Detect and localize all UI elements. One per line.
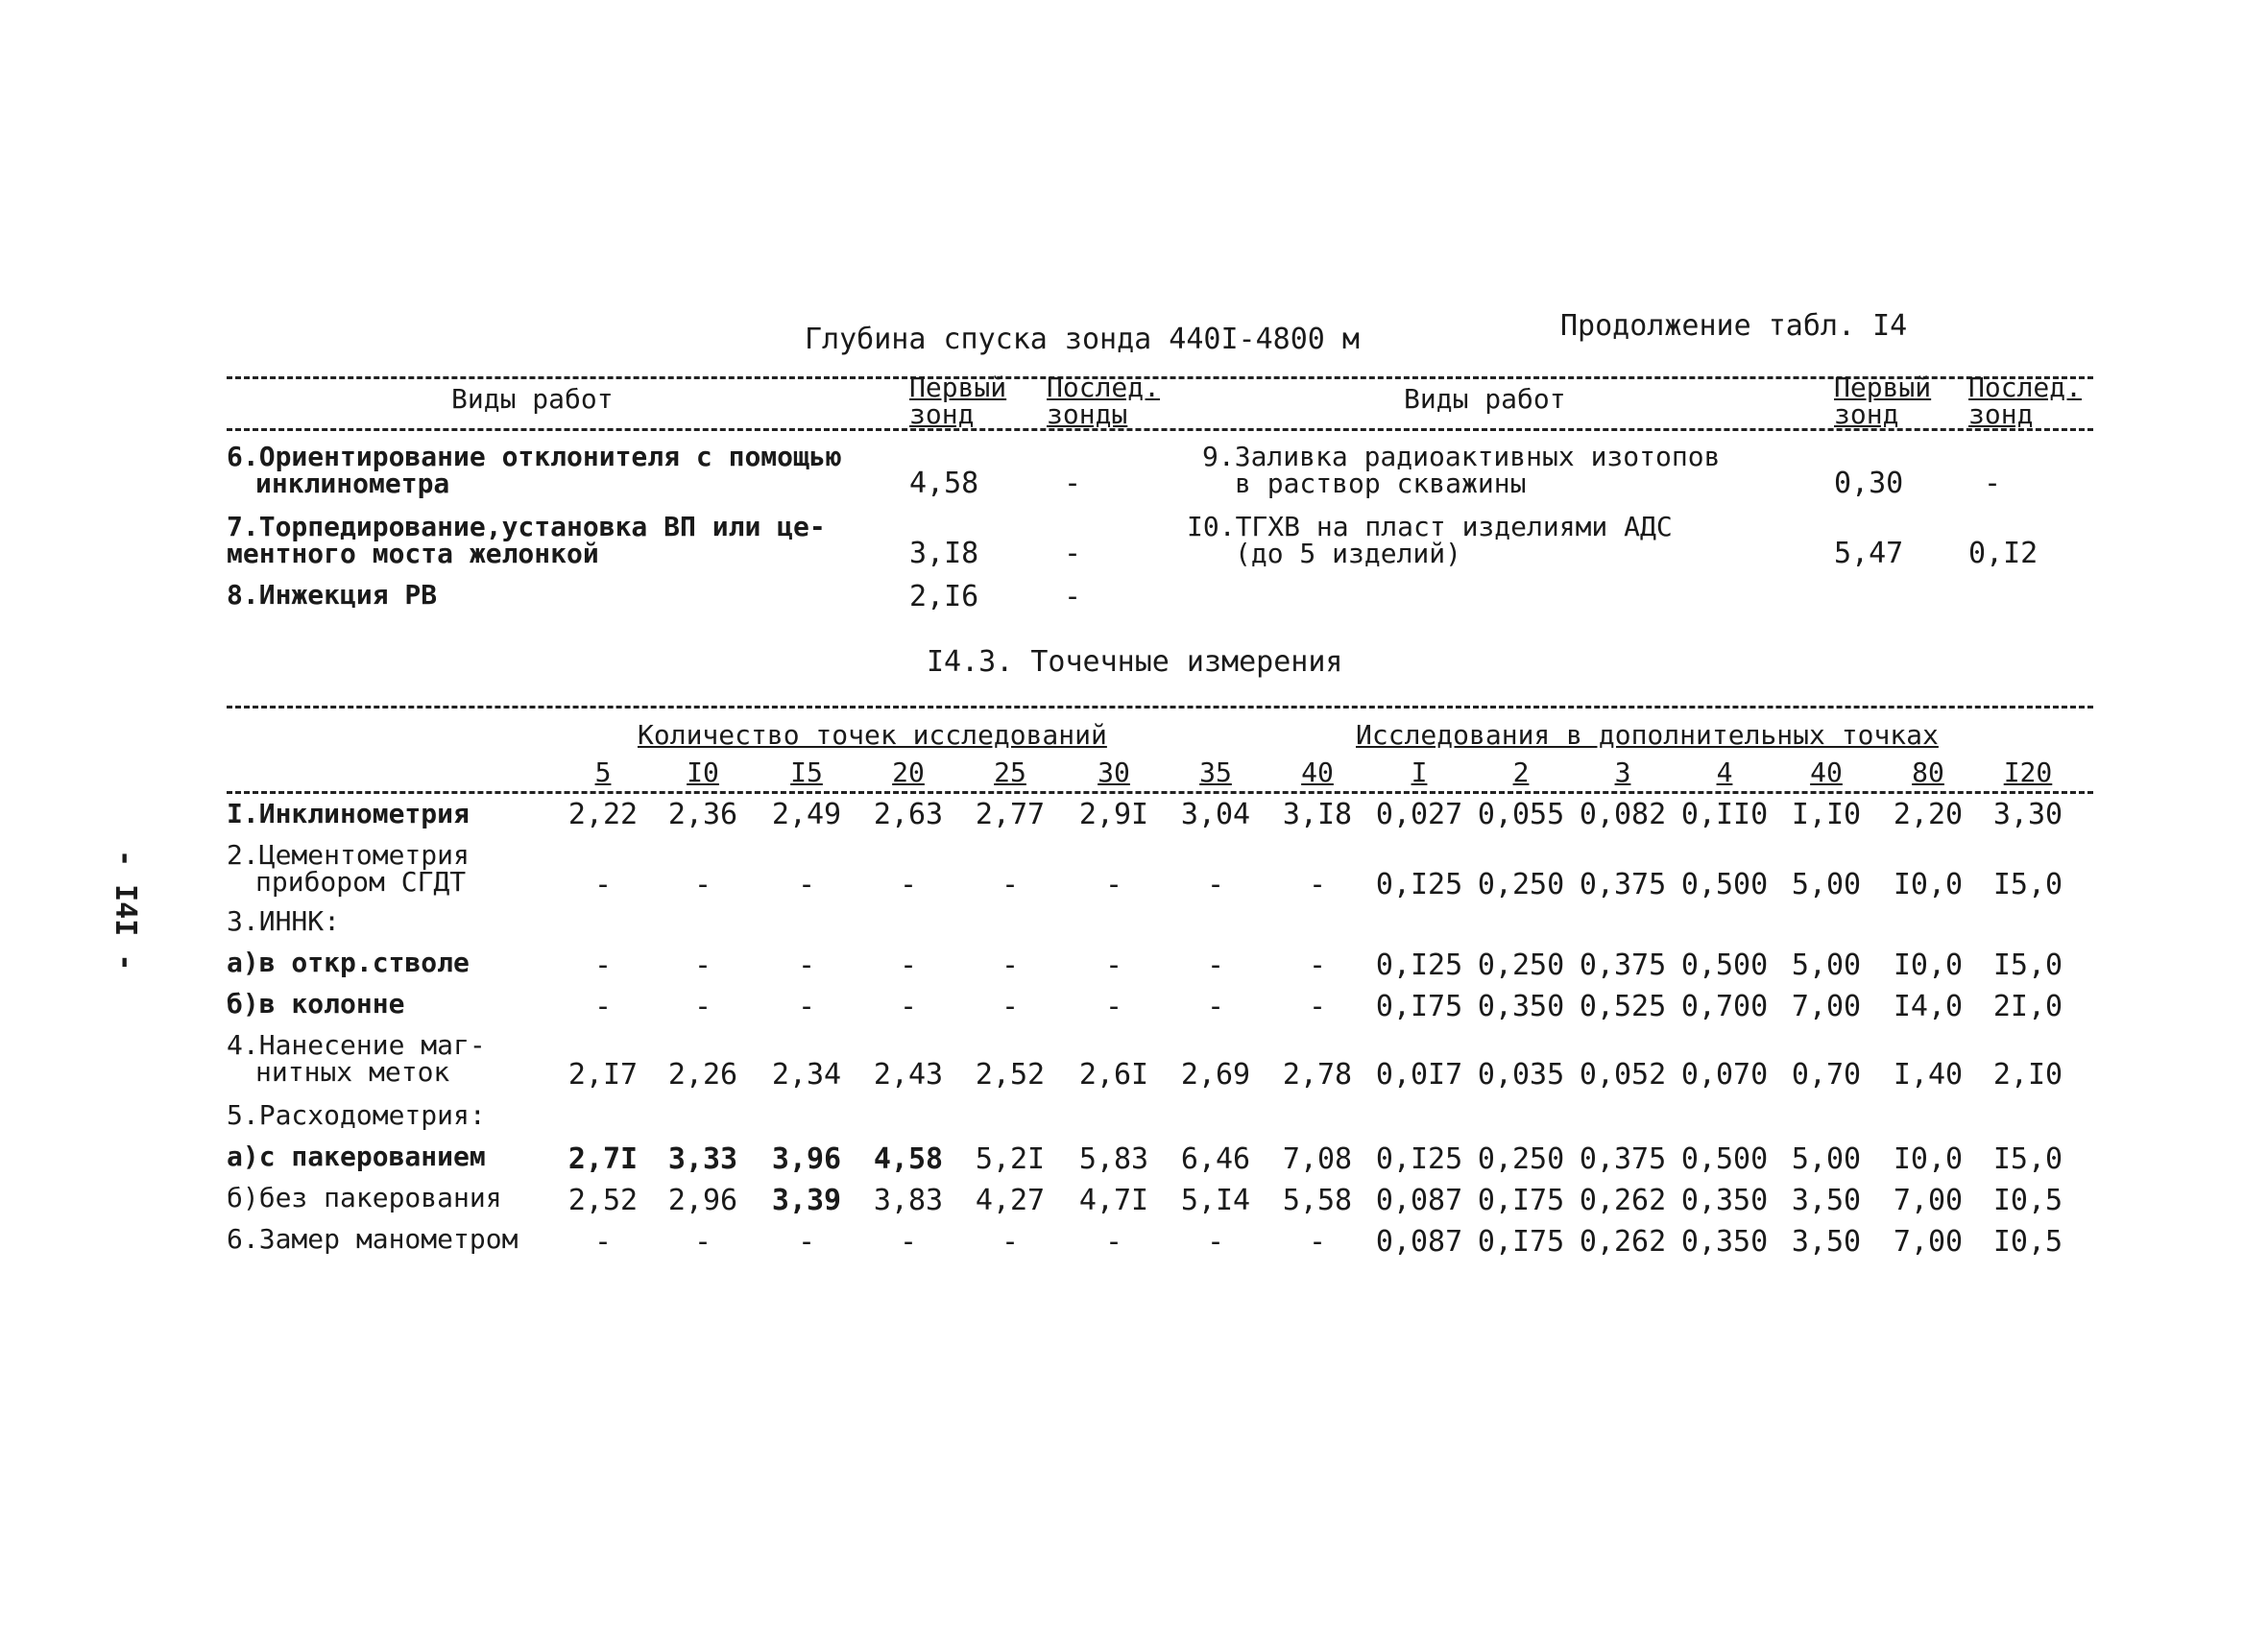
table-cell: - <box>1001 990 1020 1023</box>
continuation-label: Продолжение табл. I4 <box>1560 309 1908 343</box>
row-label-line: б)в колонне <box>227 988 405 1020</box>
row-label <box>227 1143 486 1170</box>
table-cell: I5,0 <box>1992 868 2063 901</box>
table-cell: I0,0 <box>1893 1142 1964 1176</box>
table-cell: 0,I25 <box>1375 868 1463 901</box>
upper-table-header-rule <box>227 428 2093 431</box>
column-header: I20 <box>2003 756 2053 788</box>
table-cell: - <box>899 990 918 1023</box>
table-cell: 0,070 <box>1680 1058 1769 1092</box>
table-cell: - <box>693 949 712 982</box>
upper-right-first-value: 0,30 <box>1834 467 1904 500</box>
upper-right-item-line: в раствор скважины <box>1235 468 1527 499</box>
row-label-line: 3.ИННК: <box>227 905 341 937</box>
table-cell: 0,087 <box>1375 1184 1463 1217</box>
upper-right-item <box>1202 441 1721 499</box>
upper-left-first-value: 2,I6 <box>909 580 979 613</box>
column-header: 4 <box>1716 756 1733 788</box>
table-cell: 5,58 <box>1282 1184 1353 1217</box>
upper-left-item <box>227 579 438 611</box>
table-cell: 3,30 <box>1992 798 2063 831</box>
table-cell: - <box>899 868 918 901</box>
table-cell: 2I,0 <box>1992 990 2063 1023</box>
table-cell: 2,78 <box>1282 1058 1353 1092</box>
row-label <box>227 798 470 829</box>
table-cell: - <box>899 1225 918 1259</box>
table-cell: 0,082 <box>1579 798 1667 831</box>
row-label <box>227 988 405 1020</box>
table-cell: - <box>797 990 816 1023</box>
table-cell: - <box>797 1225 816 1259</box>
column-header: 40 <box>1810 756 1843 788</box>
upper-left-item <box>227 511 826 569</box>
table-cell: - <box>1308 990 1327 1023</box>
table-cell: - <box>797 868 816 901</box>
table-cell: - <box>1308 949 1327 982</box>
group-header-additional: Исследования в дополнительных точках <box>1356 719 1939 751</box>
table-cell: 2,63 <box>873 798 944 831</box>
upper-right-item-line: 9.Заливка радиоактивных изотопов <box>1202 441 1721 472</box>
lower-table-top-rule <box>227 706 2093 708</box>
table-cell: - <box>693 990 712 1023</box>
table-cell: - <box>899 949 918 982</box>
table-cell: 2,52 <box>567 1184 639 1217</box>
table-cell: - <box>1001 1225 1020 1259</box>
table-cell: 0,250 <box>1477 1142 1565 1176</box>
column-header: 30 <box>1098 756 1130 788</box>
table-cell: 0,500 <box>1680 1142 1769 1176</box>
row-label <box>227 905 341 937</box>
column-header: 20 <box>892 756 925 788</box>
table-cell: 0,I25 <box>1375 949 1463 982</box>
row-label-line: 5.Расходометрия: <box>227 1099 486 1131</box>
upper-right-item-line: (до 5 изделий) <box>1235 538 1462 569</box>
table-cell: 0,262 <box>1579 1184 1667 1217</box>
table-cell: 0,500 <box>1680 949 1769 982</box>
table-cell: 0,I75 <box>1477 1184 1565 1217</box>
col-last-right-l2: зонд <box>1968 398 2034 430</box>
table-cell: 2,7I <box>567 1142 639 1176</box>
table-cell: - <box>693 868 712 901</box>
table-cell: 0,350 <box>1680 1225 1769 1259</box>
table-cell: 3,33 <box>667 1142 738 1176</box>
table-cell: 0,I25 <box>1375 1142 1463 1176</box>
col-last-left-l2: зонды <box>1047 398 1128 430</box>
upper-left-item-line: инклинометра <box>255 468 450 499</box>
table-cell: 0,027 <box>1375 798 1463 831</box>
table-cell: 5,00 <box>1791 868 1862 901</box>
row-label-line: б)без пакерования <box>227 1182 502 1213</box>
table-cell: - <box>693 1225 712 1259</box>
row-label-line: а)с пакерованием <box>227 1141 486 1172</box>
column-header: I5 <box>790 756 823 788</box>
table-cell: 4,27 <box>975 1184 1046 1217</box>
table-cell: - <box>1206 1225 1225 1259</box>
row-label-line: а)в откр.стволе <box>227 947 470 978</box>
table-cell: I,40 <box>1893 1058 1964 1092</box>
table-cell: I0,0 <box>1893 868 1964 901</box>
table-cell: 2,43 <box>873 1058 944 1092</box>
table-cell: 0,II0 <box>1680 798 1769 831</box>
column-header: 3 <box>1614 756 1631 788</box>
table-cell: 0,055 <box>1477 798 1565 831</box>
table-cell: I5,0 <box>1992 949 2063 982</box>
depth-title: Глубина спуска зонда 440I-4800 м <box>805 323 1360 356</box>
table-cell: 2,77 <box>975 798 1046 831</box>
table-cell: I0,5 <box>1992 1184 2063 1217</box>
table-cell: 0,250 <box>1477 868 1565 901</box>
table-cell: 7,00 <box>1893 1184 1964 1217</box>
col-first-right-l2: зонд <box>1834 398 1899 430</box>
upper-left-item-line: 8.Инжекция РВ <box>227 579 438 611</box>
table-cell: 2,96 <box>667 1184 738 1217</box>
col-last-right <box>1968 374 2082 428</box>
column-header: 35 <box>1199 756 1232 788</box>
table-cell: - <box>1104 1225 1123 1259</box>
table-cell: 0,I75 <box>1375 990 1463 1023</box>
table-cell: 0,262 <box>1579 1225 1667 1259</box>
col-first-left <box>909 374 1006 428</box>
column-header: 2 <box>1512 756 1530 788</box>
table-cell: - <box>1001 949 1020 982</box>
table-cell: 0,375 <box>1579 949 1667 982</box>
table-cell: - <box>1206 868 1225 901</box>
upper-right-first-value: 5,47 <box>1834 537 1904 570</box>
table-cell: I5,0 <box>1992 1142 2063 1176</box>
table-cell: 7,00 <box>1791 990 1862 1023</box>
table-cell: 2,6I <box>1078 1058 1149 1092</box>
table-cell: - <box>593 868 613 901</box>
table-cell: 0,70 <box>1791 1058 1862 1092</box>
table-cell: 3,50 <box>1791 1184 1862 1217</box>
row-label <box>227 839 470 898</box>
table-cell: I,I0 <box>1791 798 1862 831</box>
table-cell: - <box>593 990 613 1023</box>
table-cell: 2,36 <box>667 798 738 831</box>
table-cell: 7,08 <box>1282 1142 1353 1176</box>
column-header: I <box>1411 756 1428 788</box>
col-last-right-l1: Послед. <box>1968 372 2083 403</box>
upper-left-last-value: - <box>1064 537 1082 570</box>
table-cell: 5,I4 <box>1180 1184 1251 1217</box>
upper-left-item-line: ментного моста желонкой <box>227 538 599 569</box>
col-first-right-l1: Первый <box>1834 372 1932 403</box>
table-cell: 3,83 <box>873 1184 944 1217</box>
row-label <box>227 1223 519 1255</box>
row-label-line: 6.Замер манометром <box>227 1223 519 1255</box>
table-cell: 0,035 <box>1477 1058 1565 1092</box>
table-cell: 0,I75 <box>1477 1225 1565 1259</box>
table-cell: 5,83 <box>1078 1142 1149 1176</box>
row-label <box>227 949 470 976</box>
row-label-line: I.Инклинометрия <box>227 798 470 829</box>
table-cell: - <box>1001 868 1020 901</box>
table-cell: 0,525 <box>1579 990 1667 1023</box>
upper-left-item-line: 7.Торпедирование,установка ВП или це- <box>227 511 826 542</box>
table-cell: - <box>797 949 816 982</box>
table-cell: 2,22 <box>567 798 639 831</box>
upper-left-first-value: 4,58 <box>909 467 979 500</box>
column-header: I0 <box>687 756 719 788</box>
table-cell: 0,375 <box>1579 868 1667 901</box>
lower-table-header-rule <box>227 791 2093 794</box>
col-work-right: Виды работ <box>1404 383 1566 415</box>
row-label-line: нитных меток <box>255 1056 450 1088</box>
row-label-line: прибором СГДТ <box>255 866 467 898</box>
table-cell: 2,49 <box>771 798 842 831</box>
table-cell: 2,26 <box>667 1058 738 1092</box>
table-cell: - <box>1206 990 1225 1023</box>
table-cell: 2,34 <box>771 1058 842 1092</box>
table-cell: - <box>1104 868 1123 901</box>
upper-right-item <box>1187 511 1673 569</box>
row-label <box>227 1099 486 1131</box>
table-cell: 2,9I <box>1078 798 1149 831</box>
table-cell: 3,50 <box>1791 1225 1862 1259</box>
upper-left-last-value: - <box>1064 467 1082 500</box>
table-cell: 0,350 <box>1680 1184 1769 1217</box>
table-cell: I0,5 <box>1992 1225 2063 1259</box>
table-cell: 0,087 <box>1375 1225 1463 1259</box>
col-first-left-l2: зонд <box>909 398 975 430</box>
col-work-left: Виды работ <box>451 383 614 415</box>
table-cell: 5,00 <box>1791 949 1862 982</box>
table-cell: 4,7I <box>1078 1184 1149 1217</box>
table-cell: I4,0 <box>1893 990 1964 1023</box>
upper-left-item <box>227 441 842 499</box>
table-cell: 0,500 <box>1680 868 1769 901</box>
table-cell: 3,39 <box>771 1184 842 1217</box>
table-cell: 0,0I7 <box>1375 1058 1463 1092</box>
col-last-left-l1: Послед. <box>1047 372 1161 403</box>
table-cell: 0,375 <box>1579 1142 1667 1176</box>
table-cell: 5,00 <box>1791 1142 1862 1176</box>
table-cell: 4,58 <box>873 1142 944 1176</box>
table-cell: 2,20 <box>1893 798 1964 831</box>
column-header: 40 <box>1301 756 1334 788</box>
row-label-line: 2.Цементометрия <box>227 839 470 871</box>
page-number: - I4I - <box>109 850 142 972</box>
table-cell: - <box>1308 868 1327 901</box>
column-header: 5 <box>594 756 612 788</box>
column-header: 80 <box>1912 756 1944 788</box>
upper-left-item-line: 6.Ориентирование отклонителя с помощью <box>227 441 842 472</box>
upper-left-last-value: - <box>1064 580 1082 613</box>
column-header: 25 <box>994 756 1026 788</box>
col-first-right <box>1834 374 1931 428</box>
upper-right-last-value: - <box>1984 467 2002 500</box>
table-cell: 0,700 <box>1680 990 1769 1023</box>
table-cell: - <box>1308 1225 1327 1259</box>
table-cell: - <box>593 949 613 982</box>
table-cell: - <box>1104 990 1123 1023</box>
upper-right-item-line: I0.ТГХВ на пласт изделиями АДС <box>1187 511 1673 542</box>
group-header-points: Количество точек исследований <box>638 719 1107 751</box>
table-cell: 2,I7 <box>567 1058 639 1092</box>
row-label <box>227 1029 486 1088</box>
table-cell: 2,69 <box>1180 1058 1251 1092</box>
table-cell: - <box>593 1225 613 1259</box>
table-cell: 7,00 <box>1893 1225 1964 1259</box>
section-title: I4.3. Точечные измерения <box>927 645 1343 679</box>
table-cell: 3,04 <box>1180 798 1251 831</box>
table-cell: 0,052 <box>1579 1058 1667 1092</box>
table-cell: 2,52 <box>975 1058 1046 1092</box>
table-cell: 5,2I <box>975 1142 1046 1176</box>
table-cell: 0,250 <box>1477 949 1565 982</box>
table-cell: I0,0 <box>1893 949 1964 982</box>
table-cell: 3,I8 <box>1282 798 1353 831</box>
table-cell: - <box>1104 949 1123 982</box>
table-cell: 3,96 <box>771 1142 842 1176</box>
table-cell: 2,I0 <box>1992 1058 2063 1092</box>
col-last-left <box>1047 374 1160 428</box>
row-label <box>227 1182 502 1213</box>
upper-right-last-value: 0,I2 <box>1968 537 2039 570</box>
table-cell: - <box>1206 949 1225 982</box>
table-cell: 0,350 <box>1477 990 1565 1023</box>
table-cell: 6,46 <box>1180 1142 1251 1176</box>
col-first-left-l1: Первый <box>909 372 1007 403</box>
row-label-line: 4.Нанесение маг- <box>227 1029 486 1061</box>
upper-left-first-value: 3,I8 <box>909 537 979 570</box>
